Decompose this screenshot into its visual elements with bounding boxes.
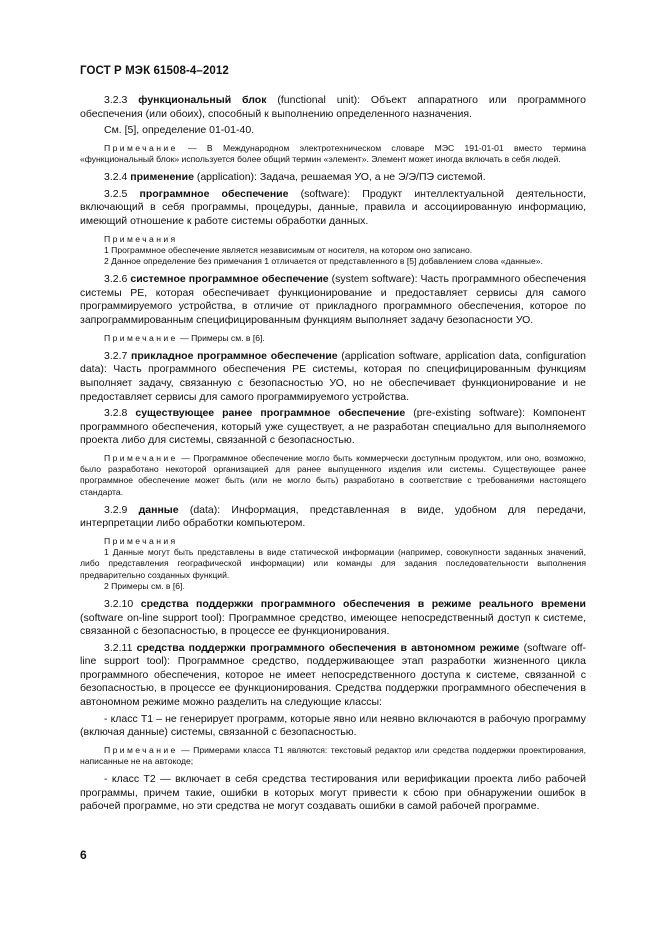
definition-text: (functional unit): Объект аппаратного или программного обеспечения (или обоих), способный к выполнению определенного назначения. <box>80 94 586 120</box>
definition-3-2-11 <box>80 642 586 710</box>
term: существующее ранее программное обеспечение <box>135 407 406 420</box>
section-number: 3.2.11 <box>104 641 133 654</box>
notes-3-2-9 <box>80 536 586 592</box>
note-label: Примечание <box>104 332 178 343</box>
note-3-2-6 <box>80 333 586 344</box>
definition-text: (application): Задача, решаемая УО, а не Э/Э/ПЭ системой. <box>193 171 486 184</box>
term: применение <box>130 171 194 184</box>
definition-3-2-9 <box>80 504 586 531</box>
reference-line: См. [5], определение 01-01-40. <box>104 124 255 137</box>
note-text: — Примерами класса T1 являются: текстовый редактор или средства поддержки проектирования, написанные не на автокоде; <box>80 744 586 767</box>
definition-text: (system software): Часть программного обеспечения системы PE, которая обеспечивает функционирование и предоставляет сервисы для самого программируемого устройства, в отличие от прикладного программного обеспечения, которое по запрограммированным специфицированным функциям выполняет задачу безопасности УО. <box>80 273 586 326</box>
page-number: 6 <box>80 848 87 862</box>
note-text: — Программное обеспечение могло быть коммерчески доступным продуктом, или оно, возможно, было разработано некоторой организацией для ранее выпущенного изделия или системы. Существующее ранее программное обеспечение может быть (или не могло быть) разработано в соответствие с требованиями настоящего стандарта. <box>80 452 586 497</box>
section-number: 3.2.10 <box>104 597 134 610</box>
definition-3-2-5 <box>80 188 586 229</box>
definition-text: (software on-line support tool): Программное средство, имеющее непосредственный доступ к системе, связанной с безопасностью, в процессе ее функционирования. <box>80 611 586 638</box>
term: функциональный блок <box>138 94 267 106</box>
section-number: 3.2.4 <box>104 171 128 184</box>
definition-text: (software off-line support tool): Программное средство, поддерживающее этап разработки жизненного цикла программного обеспечения, которое не имеет непосредственного доступа к системе, связанной с безопасностью, в процессе ее функционирования. Средства поддержки программного обеспечения в автономном режиме можно разделить на следующие классы: <box>80 641 586 709</box>
definition-text: (software): Продукт интеллектуальной деятельности, включающий в себя программы, процедуры, данные, правила и ассоциированную информацию, имеющий отношение к работе системы обработки данных. <box>80 187 586 227</box>
note-class-t1 <box>80 745 586 767</box>
definition-3-2-7 <box>80 350 586 404</box>
note-3-2-8 <box>80 453 586 498</box>
note-item: 2 Примеры см. в [6]. <box>104 580 185 591</box>
definition-text: (pre-existing software): Компонент программного обеспечения, который уже существует, а не разработан специально для выполняемого проекта либо для системы, связанной с безопасностью. <box>80 407 586 447</box>
definition-text: (data): Информация, представленная в виде, удобном для передачи, интерпретации либо обработки компьютером. <box>80 503 586 530</box>
note-text: — В Международном электротехническом словаре МЭС 191-01-01 вместо термина «функциональный блок» используется более общий термин «элемент». Элемент может иногда включать в себя людей. <box>80 142 586 164</box>
definition-text: (application software, application data, configuration data): Часть программного обеспечения PE системы, которая по специфицированным функциям выполняет задачу, связанную с безопасностью УО, но не обеспечивает функционирование и не предоставляет сервисы для самого программируемого устройства. <box>80 349 586 403</box>
note-item: 2 Данное определение без примечания 1 отличается от представленного в [5] добавлением слова «данные». <box>104 255 543 266</box>
notes-3-2-5 <box>80 234 586 268</box>
note-label: Примечание <box>104 142 178 153</box>
class-t1-item: - класс T1 – не генерирует программ, которые явно или неявно включаются в рабочую программу (включая данные) системы, связанной с безопасностью. <box>80 712 586 739</box>
section-number: 3.2.8 <box>104 407 128 420</box>
note-label: Примечание <box>104 744 178 755</box>
section-number: 3.2.6 <box>104 273 128 286</box>
section-number: 3.2.9 <box>104 503 128 516</box>
note-label: Примечание <box>104 452 178 463</box>
note-item: 1 Программное обеспечение является независимым от носителя, на котором оно записано. <box>104 244 473 255</box>
definition-3-2-6 <box>80 273 586 327</box>
term: данные <box>138 503 179 516</box>
term: системное программное обеспечение <box>130 273 329 286</box>
definition-3-2-3 <box>80 94 586 121</box>
document-header: ГОСТ Р МЭК 61508-4–2012 <box>80 65 229 77</box>
notes-label: Примечания <box>104 233 178 244</box>
term: средства поддержки программного обеспечения в автономном режиме <box>136 641 520 654</box>
note-text: — Примеры см. в [6]. <box>177 332 265 343</box>
term: программное обеспечение <box>139 187 289 200</box>
notes-label: Примечания <box>104 535 178 546</box>
term: средства поддержки программного обеспечения в режиме реального времени <box>140 597 586 610</box>
definition-3-2-8 <box>80 407 586 448</box>
section-number: 3.2.5 <box>104 187 128 200</box>
section-number: 3.2.7 <box>104 349 128 362</box>
note-item: 1 Данные могут быть представлены в виде статической информации (например, совокупности заданных значений, либо представления географической информации) или команды для задания последовательности выполнения предварительно созданных функций. <box>80 547 586 580</box>
section-number: 3.2.3 <box>104 94 128 106</box>
definition-3-2-10 <box>80 598 586 639</box>
note-3-2-3 <box>80 143 586 165</box>
document-body <box>80 94 586 817</box>
definition-3-2-4 <box>80 171 586 185</box>
class-t2-item: - класс T2 — включает в себя средства тестирования или верификации проекта либо рабочей программы, причем такие, ошибки в которых могут привести к сбою при обнаружении ошибок в рабочей программе, но эти средства не могут создавать ошибки в самой рабочей программе. <box>80 773 586 813</box>
term: прикладное программное обеспечение <box>131 349 338 362</box>
